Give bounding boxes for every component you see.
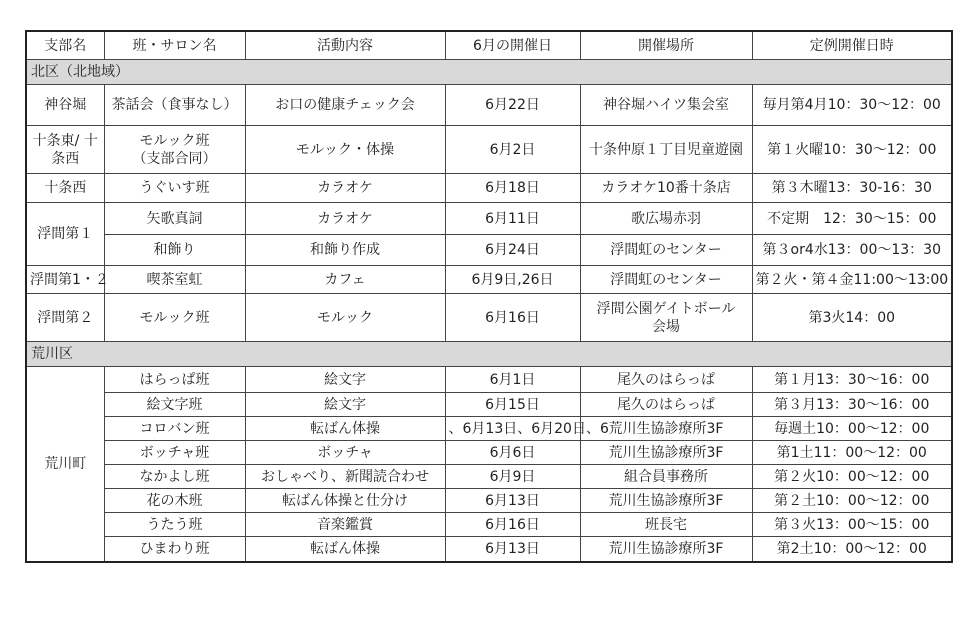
group-cell: モルック班 (104, 294, 245, 342)
date-cell: 6月9日 (445, 465, 580, 489)
group-cell: ボッチャ班 (104, 441, 245, 465)
group-cell: 矢歌真詞 (104, 203, 245, 235)
date-cell: 6月18日 (445, 174, 580, 203)
place-cell: 神谷堀ハイツ集会室 (580, 85, 752, 126)
table-row (26, 513, 952, 537)
group-cell: 茶話会（食事なし） (104, 85, 245, 126)
section-row-arakawa (26, 342, 952, 367)
table-row (26, 465, 952, 489)
group-cell: モルック班 （支部合同） (104, 126, 245, 174)
table-row (26, 417, 952, 441)
regular-cell: 第２火10：00〜12：00 (752, 465, 952, 489)
group-cell: コロバン班 (104, 417, 245, 441)
activity-cell: 転ばん体操 (245, 537, 445, 562)
place-cell: 尾久のはらっぱ (580, 393, 752, 417)
group-cell: なかよし班 (104, 465, 245, 489)
place-cell: 組合員事務所 (580, 465, 752, 489)
table-row (26, 266, 952, 294)
group-cell: 和飾り (104, 235, 245, 266)
date-cell: 6月11日 (445, 203, 580, 235)
activity-cell: カフェ (245, 266, 445, 294)
regular-cell: 第１月13：30〜16：00 (752, 367, 952, 393)
regular-cell: 第１火曜10：30〜12：00 (752, 126, 952, 174)
branch-cell: 浮間第１ (26, 203, 104, 266)
section-title-kita: 北区（北地域） (26, 60, 952, 85)
regular-cell: 第1土11：00〜12：00 (752, 441, 952, 465)
regular-cell: 不定期 12：30〜15：00 (752, 203, 952, 235)
activity-cell: カラオケ (245, 203, 445, 235)
table-row (26, 537, 952, 562)
header-activity: 活動内容 (245, 31, 445, 60)
table-row (26, 367, 952, 393)
regular-cell: 第2土10：00〜12：00 (752, 537, 952, 562)
activity-cell: 絵文字 (245, 393, 445, 417)
header-place: 開催場所 (580, 31, 752, 60)
group-cell: はらっぱ班 (104, 367, 245, 393)
header-row (26, 31, 952, 60)
place-cell: 十条仲原１丁目児童遊園 (580, 126, 752, 174)
table-row (26, 489, 952, 513)
activity-cell: ボッチャ (245, 441, 445, 465)
activity-cell: モルック・体操 (245, 126, 445, 174)
date-cell: 、6月13日、6月20日、6 (445, 417, 580, 441)
table-row (26, 393, 952, 417)
date-cell: 6月15日 (445, 393, 580, 417)
regular-cell: 第３or4水13：00〜13：30 (752, 235, 952, 266)
table-row (26, 85, 952, 126)
table-row (26, 126, 952, 174)
section-row-kita (26, 60, 952, 85)
header-branch: 支部名 (26, 31, 104, 60)
date-cell: 6月13日 (445, 489, 580, 513)
regular-cell: 第3火14：00 (752, 294, 952, 342)
date-cell: 6月16日 (445, 513, 580, 537)
activity-cell: おしゃべり、新聞読合わせ (245, 465, 445, 489)
place-cell: 荒川生協診療所3F (580, 441, 752, 465)
place-cell: カラオケ10番十条店 (580, 174, 752, 203)
regular-cell: 第２火・第４金11:00〜13:00 (752, 266, 952, 294)
activity-cell: カラオケ (245, 174, 445, 203)
table-row (26, 294, 952, 342)
place-cell: 歌広場赤羽 (580, 203, 752, 235)
activity-cell: 転ばん体操と仕分け (245, 489, 445, 513)
table-row (26, 235, 952, 266)
group-cell: 喫茶室虹 (104, 266, 245, 294)
branch-cell: 浮間第２ (26, 294, 104, 342)
regular-cell: 第３火13：00〜15：00 (752, 513, 952, 537)
table-row (26, 203, 952, 235)
branch-cell: 十条東/ 十条西 (26, 126, 104, 174)
group-cell: うぐいす班 (104, 174, 245, 203)
table-row (26, 174, 952, 203)
group-cell: ひまわり班 (104, 537, 245, 562)
branch-cell: 浮間第1・２ (26, 266, 104, 294)
date-cell: 6月22日 (445, 85, 580, 126)
regular-cell: 毎月第4月10：30〜12：00 (752, 85, 952, 126)
place-cell: 尾久のはらっぱ (580, 367, 752, 393)
place-cell: 荒川生協診療所3F (580, 417, 752, 441)
header-june-date: 6月の開催日 (445, 31, 580, 60)
activity-cell: 転ばん体操 (245, 417, 445, 441)
place-cell: 荒川生協診療所3F (580, 537, 752, 562)
place-cell: 班長宅 (580, 513, 752, 537)
activity-cell: お口の健康チェック会 (245, 85, 445, 126)
date-cell: 6月6日 (445, 441, 580, 465)
place-cell: 荒川生協診療所3F (580, 489, 752, 513)
activity-cell: モルック (245, 294, 445, 342)
regular-cell: 第３月13：30〜16：00 (752, 393, 952, 417)
place-cell: 浮間虹のセンター (580, 235, 752, 266)
header-group: 班・サロン名 (104, 31, 245, 60)
group-cell: うたう班 (104, 513, 245, 537)
group-cell: 絵文字班 (104, 393, 245, 417)
date-cell: 6月9日,26日 (445, 266, 580, 294)
branch-cell: 十条西 (26, 174, 104, 203)
activity-cell: 絵文字 (245, 367, 445, 393)
date-cell: 6月16日 (445, 294, 580, 342)
date-cell: 6月24日 (445, 235, 580, 266)
branch-cell: 神谷堀 (26, 85, 104, 126)
group-cell: 花の木班 (104, 489, 245, 513)
schedule-table (25, 30, 953, 563)
date-cell: 6月1日 (445, 367, 580, 393)
header-regular: 定例開催日時 (752, 31, 952, 60)
table-row (26, 441, 952, 465)
activity-cell: 音楽鑑賞 (245, 513, 445, 537)
section-title-arakawa: 荒川区 (26, 342, 952, 367)
activity-cell: 和飾り作成 (245, 235, 445, 266)
regular-cell: 第３木曜13：30-16：30 (752, 174, 952, 203)
place-cell: 浮間虹のセンター (580, 266, 752, 294)
date-cell: 6月13日 (445, 537, 580, 562)
regular-cell: 毎週土10：00〜12：00 (752, 417, 952, 441)
date-cell: 6月2日 (445, 126, 580, 174)
regular-cell: 第２土10：00〜12：00 (752, 489, 952, 513)
branch-cell: 荒川町 (26, 367, 104, 562)
place-cell: 浮間公園ゲイトボール 会場 (580, 294, 752, 342)
